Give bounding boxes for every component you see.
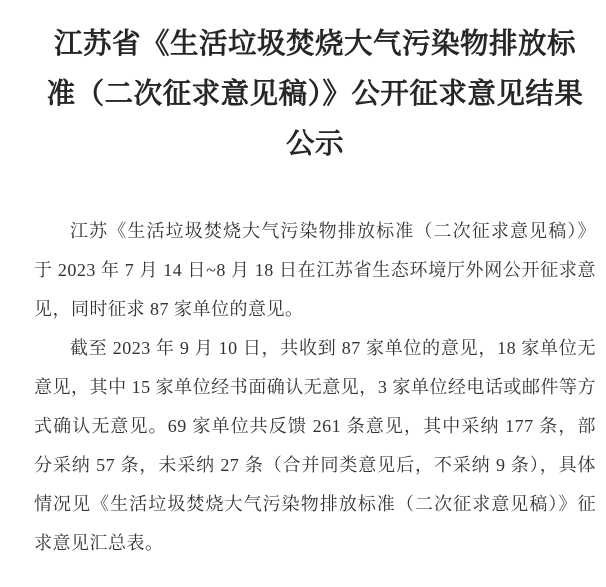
document-page [0,20,606,587]
document-title [34,20,596,170]
document-title-line-3: 公示 [285,129,344,160]
document-body [34,212,596,563]
document-title-line-2: 准（二次征求意见稿）》公开征求意见结果 [46,79,584,110]
paragraph-consultation-period: 江苏《生活垃圾焚烧大气污染物排放标准（二次征求意见稿）》于 2023 年 7 月 14 日~8 月 18 日在江苏省生态环境厅外网公开征求意见，同时征求 87 家单位的意见。 [34,221,596,319]
paragraph-feedback-results: 截至 2023 年 9 月 10 日，共收到 87 家单位的意见，18 家单位无意见，其中 15 家单位经书面确认无意见，3 家单位经电话或邮件等方式确认无意见。69 家单位共反馈 261 条意见，其中采纳 177 条，部分采纳 57 条，未采纳 27 条（合并同类意见后，不采纳 9 条），具体情况见《生活垃圾焚烧大气污染物排放标准（二次征求意见稿）》征求意见汇总表。 [34,338,596,553]
document-title-line-1: 江苏省《生活垃圾焚烧大气污染物排放标 [53,29,576,60]
